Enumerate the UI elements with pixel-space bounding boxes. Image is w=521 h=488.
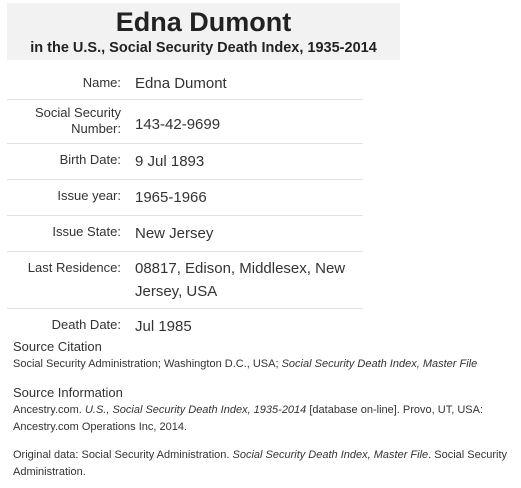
last-residence-line1: 08817, Edison, Middlesex, New bbox=[135, 260, 346, 277]
collection-subtitle: in the U.S., Social Security Death Index, 1935-2014 bbox=[30, 40, 377, 56]
death-date-label: Death Date: bbox=[51, 317, 121, 332]
issue-year-value: 1965-1966 bbox=[135, 180, 363, 216]
name-value: Edna Dumont bbox=[135, 68, 363, 100]
ssn-label bbox=[7, 100, 135, 144]
source-citation-plain: Social Security Administration; Washington D.C., USA; bbox=[13, 358, 282, 370]
original-data-line2: Administration. bbox=[13, 466, 86, 478]
ssn-value: 143-42-9699 bbox=[135, 100, 363, 144]
issue-year-label: Issue year: bbox=[7, 180, 135, 216]
record-row-residence bbox=[7, 252, 363, 309]
birth-date-label: Birth Date: bbox=[7, 144, 135, 180]
source-information-part1: Ancestry.com. bbox=[13, 404, 85, 416]
last-residence-label: Last Residence: bbox=[7, 252, 135, 309]
source-information-italic: U.S., Social Security Death Index, 1935-2014 bbox=[84, 404, 307, 416]
ssn-label-line1: Social Security bbox=[35, 105, 121, 120]
original-data-part1: Original data: Social Security Administration. bbox=[13, 449, 233, 461]
record-details-table bbox=[7, 68, 363, 344]
birth-date-value: 9 Jul 1893 bbox=[135, 144, 363, 180]
record-header bbox=[7, 3, 400, 60]
original-data-part2: . Social Security bbox=[428, 449, 508, 461]
death-date-value: Jul 1985 bbox=[135, 318, 192, 335]
original-data-italic: Social Security Death Index, Master File bbox=[232, 449, 429, 461]
source-information-part2: [database on-line]. Provo, UT, USA: bbox=[306, 404, 483, 416]
original-data-section bbox=[13, 446, 518, 481]
ssn-label-line2: Number: bbox=[71, 121, 121, 136]
person-name-title: Edna Dumont bbox=[115, 7, 292, 37]
original-data-text bbox=[13, 447, 518, 481]
source-information-text bbox=[13, 402, 518, 436]
name-label: Name: bbox=[7, 68, 135, 100]
last-residence-line2: Jersey, USA bbox=[135, 283, 218, 300]
last-residence-value bbox=[135, 252, 363, 309]
record-row-name bbox=[7, 68, 363, 100]
source-citation-section bbox=[13, 338, 518, 373]
record-row-ssn bbox=[7, 100, 363, 144]
source-information-heading: Source Information bbox=[13, 385, 123, 400]
issue-state-label: Issue State: bbox=[7, 216, 135, 252]
source-citation-italic: Social Security Death Index, Master File bbox=[281, 358, 478, 370]
record-row-issue-state bbox=[7, 216, 363, 252]
source-citation-text bbox=[13, 356, 518, 373]
record-row-birth bbox=[7, 144, 363, 180]
source-information-section bbox=[13, 384, 518, 436]
source-information-line2: Ancestry.com Operations Inc, 2014. bbox=[13, 421, 188, 433]
source-citation-heading: Source Citation bbox=[13, 339, 102, 354]
issue-state-value: New Jersey bbox=[135, 216, 363, 252]
record-row-issue-year bbox=[7, 180, 363, 216]
